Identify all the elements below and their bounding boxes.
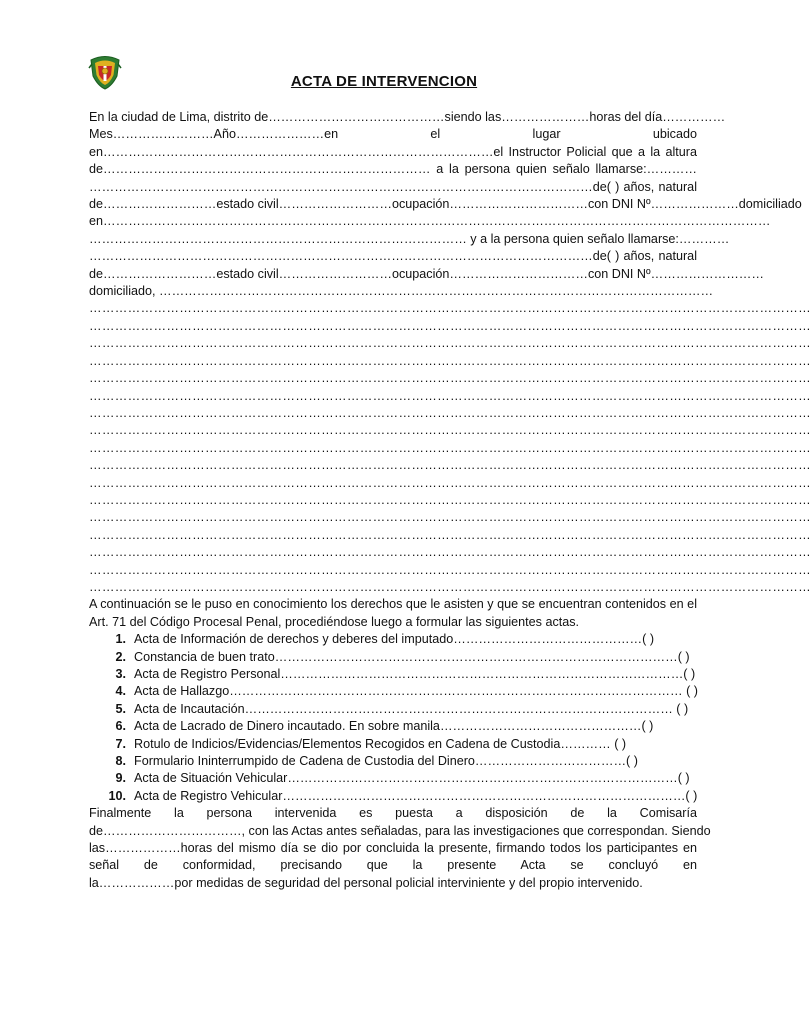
- acta-label: Acta de Situación Vehicular…………………………………………………………………………………( ): [134, 771, 690, 786]
- intro-text-line: ……………………………………………………………………………… y a la persona quien señalo llamarse:…………: [89, 231, 730, 246]
- acta-number: 9.: [115, 771, 126, 786]
- dotted-line: ……………………………………………………………………………………………………………………………………………………: [89, 458, 811, 473]
- acta-label: Acta de Incautación………………………………………………………………………………………… ( ): [134, 701, 689, 716]
- acta-number: 7.: [115, 736, 126, 751]
- actas-list: [89, 631, 697, 805]
- intro-text-line: En la ciudad de Lima, distrito de……………………………………siendo las…………………horas del día……………: [89, 110, 726, 124]
- intro-text-line: de………………………estado civil………………………ocupación……………………………con DNI Nº………………………: [89, 266, 764, 281]
- dotted-line: ……………………………………………………………………………………………………………………………………………………: [89, 475, 811, 490]
- closing-text-line: las………………horas del mismo día se dio por concluida la presente, firmando todos los participantes en: [89, 841, 697, 856]
- acta-label: Formulario Ininterrumpido de Cadena de Custodia del Dinero………………………………( ): [134, 754, 638, 769]
- dotted-line: ……………………………………………………………………………………………………………………………………………………: [89, 562, 811, 577]
- acta-list-item: [89, 770, 697, 787]
- acta-label: Acta de Registro Vehicular……………………………………………………………………………………( ): [134, 788, 698, 803]
- dotted-line: ……………………………………………………………………………………………………………………………………………………: [89, 318, 811, 333]
- acta-label: Acta de Lacrado de Dinero incautado. En sobre manila…………………………………………( ): [134, 719, 654, 734]
- dotted-line: ……………………………………………………………………………………………………………………………………………………: [89, 405, 811, 420]
- domicile-line: domiciliado, ……………………………………………………………………………………………………………………: [89, 284, 714, 299]
- acta-number: 10.: [108, 788, 126, 803]
- intro-text-line: de………………………estado civil………………………ocupación……………………………con DNI Nº…………………domiciliado: [89, 197, 802, 212]
- acta-number: 3.: [115, 667, 126, 681]
- intro-text-line: en……………………………………………………………………………………………………………………………………………: [89, 214, 771, 229]
- acta-list-item: [89, 753, 697, 770]
- document-body: [89, 109, 811, 892]
- closing-text-line: de……………………………, con las Actas antes señaladas, para las investigaciones que correspondan. Siendo: [89, 823, 711, 838]
- closing-text-line: señal de conformidad, precisando que la presente Acta se concluyó en: [89, 858, 697, 873]
- rights-text-line: Art. 71 del Código Procesal Penal, procediéndose luego a formular las siguientes actas.: [89, 614, 580, 629]
- acta-list-item: [89, 683, 697, 700]
- acta-number: 4.: [115, 684, 126, 699]
- acta-label: Constancia de buen trato……………………………………………………………………………………( ): [134, 649, 690, 664]
- dotted-line: ……………………………………………………………………………………………………………………………………………………: [89, 579, 811, 594]
- acta-label: Rotulo de Indicios/Evidencias/Elementos Recogidos en Cadena de Custodia………… ( ): [134, 736, 627, 751]
- acta-label: Acta de Registro Personal……………………………………………………………………………………( ): [134, 667, 696, 681]
- dotted-line: ……………………………………………………………………………………………………………………………………………………: [89, 388, 811, 403]
- dotted-line: ……………………………………………………………………………………………………………………………………………………: [89, 527, 811, 542]
- dotted-lines: [89, 300, 811, 596]
- intro-text-line: en…………………………………………………………………………………el Instructor Policial que a la altura: [89, 144, 697, 159]
- acta-list-item: [89, 631, 697, 648]
- dotted-line: ……………………………………………………………………………………………………………………………………………………: [89, 440, 811, 455]
- dotted-line: ……………………………………………………………………………………………………………………………………………………: [89, 510, 811, 525]
- intro-text-line: …………………………………………………………………………………………………………de( ) años, natural: [89, 179, 697, 194]
- acta-label: Acta de Hallazgo……………………………………………………………………………………………… ( ): [134, 684, 698, 699]
- intro-text-line: Mes……………………Año…………………en el lugar ubicado: [89, 127, 697, 142]
- dotted-line: ……………………………………………………………………………………………………………………………………………………: [89, 545, 811, 560]
- acta-number: 6.: [115, 719, 126, 734]
- acta-number: 8.: [115, 754, 126, 769]
- dotted-line: ……………………………………………………………………………………………………………………………………………………: [89, 492, 811, 507]
- intro-text-line: de…………………………………………………………………… a la persona quien señalo llamarse:…………: [89, 162, 697, 177]
- dotted-line: ……………………………………………………………………………………………………………………………………………………: [89, 301, 811, 316]
- dotted-line: ……………………………………………………………………………………………………………………………………………………: [89, 353, 811, 368]
- closing-text-line: Finalmente la persona intervenida es puesta a disposición de la Comisaría: [89, 806, 697, 821]
- acta-list-item: [89, 649, 697, 666]
- acta-label: Acta de Información de derechos y deberes del imputado………………………………………( ): [134, 632, 655, 647]
- document-title: ACTA DE INTERVENCION: [290, 73, 478, 90]
- intro-paragraph: [89, 109, 802, 283]
- closing-last-line: la………………por medidas de seguridad del personal policial interviniente y del propio intervenido.: [89, 875, 643, 890]
- acta-number: 1.: [115, 632, 126, 647]
- acta-list-item: [89, 666, 697, 683]
- acta-list-item: [89, 736, 697, 753]
- dotted-line: ……………………………………………………………………………………………………………………………………………………: [89, 336, 811, 351]
- acta-number: 2.: [115, 649, 126, 664]
- acta-list-item: [89, 718, 697, 735]
- closing-paragraph: [89, 805, 711, 875]
- rights-text-line: A continuación se le puso en conocimiento los derechos que le asisten y que se encuentran contenidos en el: [89, 597, 697, 612]
- dotted-line: ……………………………………………………………………………………………………………………………………………………: [89, 423, 811, 438]
- dotted-line: ……………………………………………………………………………………………………………………………………………………: [89, 371, 811, 386]
- acta-list-item: [89, 701, 697, 718]
- acta-list-item: [89, 788, 697, 805]
- acta-number: 5.: [115, 701, 126, 716]
- intro-text-line: …………………………………………………………………………………………………………de( ) años, natural: [89, 249, 697, 264]
